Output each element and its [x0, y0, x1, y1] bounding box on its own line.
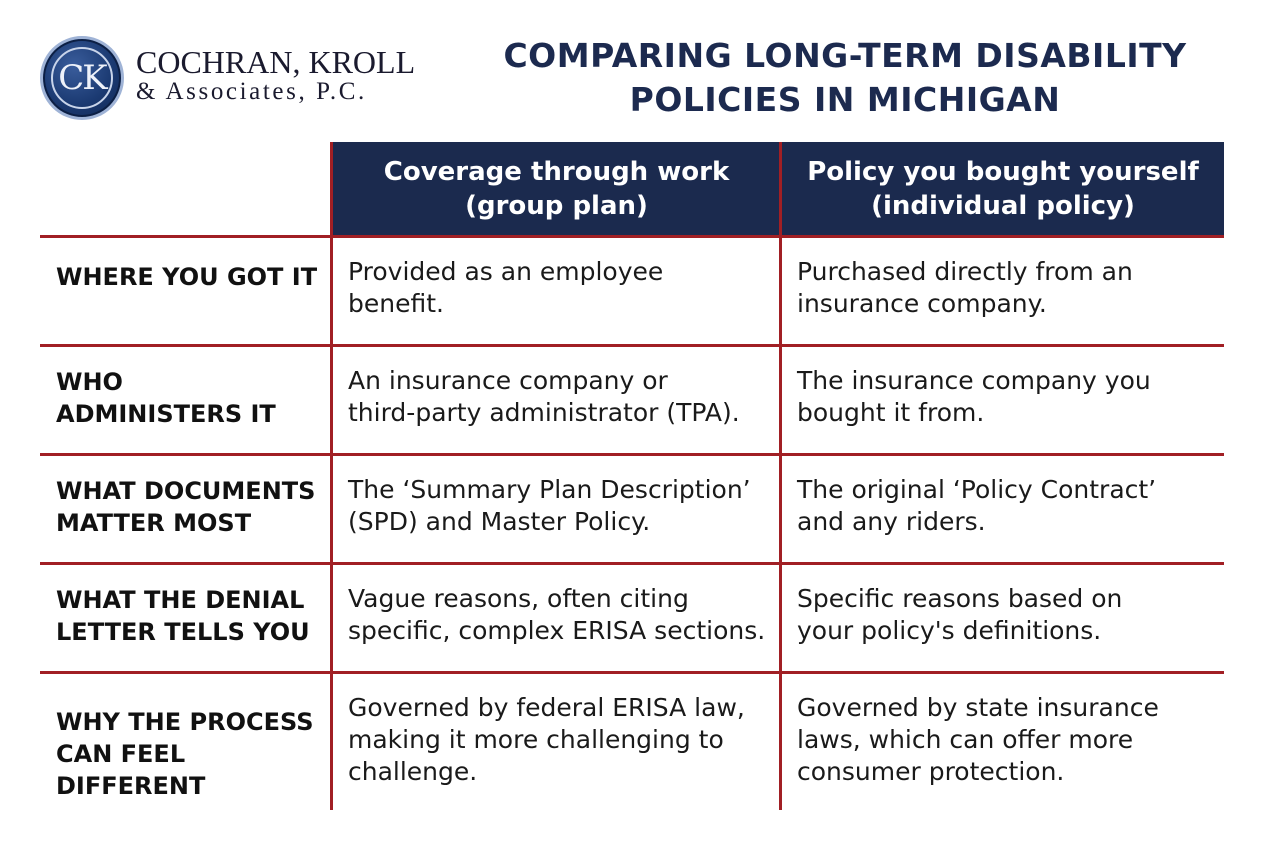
cell-line: The ‘Summary Plan Description’ — [348, 475, 751, 504]
logo-initials: CK — [58, 58, 106, 98]
firm-subtitle: & Associates, P.C. — [136, 78, 367, 105]
column-header-group-plan — [333, 142, 780, 236]
cell-line: specific, complex ERISA sections. — [348, 616, 766, 645]
cell-line: benefit. — [348, 289, 444, 318]
cell-line: Governed by state insurance — [797, 693, 1159, 722]
firm-name: COCHRAN, KROLL — [136, 44, 416, 80]
row-label-line: CAN FEEL — [56, 740, 186, 768]
row-label-line: WHY THE PROCESS — [56, 708, 314, 736]
column-header-individual-policy — [782, 142, 1224, 236]
row-label — [56, 706, 328, 802]
cell-line: and any riders. — [797, 507, 986, 536]
individual-policy-cell — [797, 256, 1217, 320]
ck-monogram-icon — [40, 36, 124, 120]
table-row-why-the-process-can-feel-different — [40, 674, 1224, 810]
row-label — [56, 366, 328, 430]
cell-line: (SPD) and Master Policy. — [348, 507, 651, 536]
firm-logo — [40, 36, 430, 120]
cell-line: An insurance company or — [348, 366, 668, 395]
row-label-line: WHO — [56, 368, 123, 396]
column-header-line: Policy you bought yourself — [807, 157, 1199, 187]
cell-line: making it more challenging to — [348, 725, 724, 754]
title-line-2: POLICIES IN MICHIGAN — [629, 80, 1061, 119]
individual-policy-cell — [797, 365, 1217, 429]
cell-line: your policy's definitions. — [797, 616, 1102, 645]
table-row-where-you-got-it — [40, 238, 1224, 344]
row-label — [56, 475, 328, 539]
individual-policy-cell — [797, 692, 1217, 788]
cell-line: insurance company. — [797, 289, 1047, 318]
group-plan-cell — [348, 256, 780, 320]
cell-line: Provided as an employee — [348, 257, 664, 286]
comparison-table — [40, 142, 1224, 810]
row-label-line: WHAT DOCUMENTS — [56, 477, 316, 505]
row-label-line: DIFFERENT — [56, 772, 206, 800]
cell-line: The original ‘Policy Contract’ — [797, 475, 1157, 504]
cell-line: The insurance company you — [797, 366, 1151, 395]
row-label-line: WHERE YOU GOT IT — [56, 263, 318, 291]
row-label — [56, 261, 328, 293]
cell-line: laws, which can offer more — [797, 725, 1134, 754]
individual-policy-cell — [797, 474, 1217, 538]
group-plan-cell — [348, 583, 780, 647]
table-row-what-the-denial-letter-tells-you — [40, 565, 1224, 671]
individual-policy-cell — [797, 583, 1217, 647]
column-header-line: (group plan) — [465, 191, 648, 221]
cell-line: challenge. — [348, 757, 478, 786]
cell-line: bought it from. — [797, 398, 985, 427]
column-header-line: (individual policy) — [871, 191, 1135, 221]
column-header-line: Coverage through work — [383, 157, 730, 187]
cell-line: Vague reasons, often citing — [348, 584, 689, 613]
group-plan-cell — [348, 474, 780, 538]
title-line-1: COMPARING LONG-TERM DISABILITY — [503, 36, 1187, 75]
table-row-who-administers-it — [40, 347, 1224, 453]
row-label-line: LETTER TELLS YOU — [56, 618, 310, 646]
row-label-line: MATTER MOST — [56, 509, 252, 537]
cell-line: Purchased directly from an — [797, 257, 1133, 286]
row-label-line: ADMINISTERS IT — [56, 400, 276, 428]
row-label — [56, 584, 328, 648]
page-title — [460, 34, 1230, 122]
cell-line: consumer protection. — [797, 757, 1065, 786]
cell-line: Specific reasons based on — [797, 584, 1123, 613]
row-label-line: WHAT THE DENIAL — [56, 586, 305, 614]
cell-line: Governed by federal ERISA law, — [348, 693, 745, 722]
group-plan-cell — [348, 692, 780, 788]
group-plan-cell — [348, 365, 780, 429]
table-row-what-documents-matter-most — [40, 456, 1224, 562]
cell-line: third-party administrator (TPA). — [348, 398, 740, 427]
